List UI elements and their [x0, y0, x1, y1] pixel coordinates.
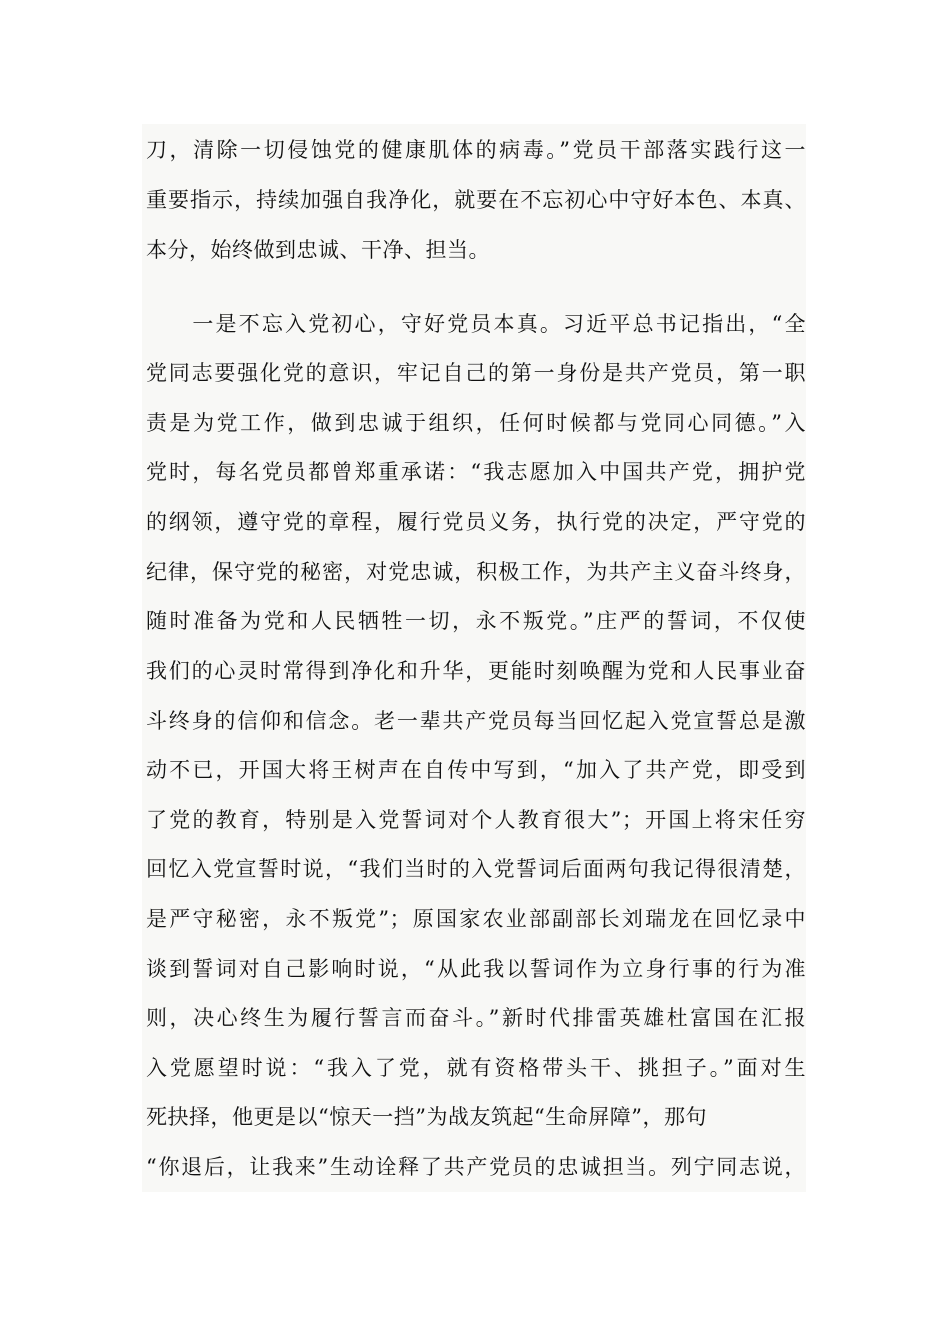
text-line: 一是不忘入党初心，守好党员本真。习近平总书记指出，“全: [146, 312, 806, 336]
text-line: 我们的心灵时常得到净化和升华，更能时刻唤醒为党和人民事业奋: [146, 659, 806, 683]
text-line: 死抉择，他更是以“惊天一挡”为战友筑起“生命屏障”，那句: [146, 1105, 707, 1129]
text-line: 了党的教育，特别是入党誓词对个人教育很大”；开国上将宋任穷: [146, 808, 806, 832]
text-line: 动不已，开国大将王树声在自传中写到，“加入了共产党，即受到: [146, 758, 806, 782]
text-line: 刀，清除一切侵蚀党的健康肌体的病毒。”党员干部落实践行这一: [146, 138, 806, 162]
text-line: 本分，始终做到忠诚、干净、担当。: [146, 238, 490, 262]
text-line: 入党愿望时说：“我入了党，就有资格带头干、挑担子。”面对生: [146, 1056, 806, 1080]
text-line: 随时准备为党和人民牺牲一切，永不叛党。”庄严的誓词，不仅使: [146, 609, 806, 633]
text-line: “你退后，让我来”生动诠释了共产党员的忠诚担当。列宁同志说，: [146, 1155, 806, 1179]
text-line: 党同志要强化党的意识，牢记自己的第一身份是共产党员，第一职: [146, 361, 806, 385]
text-line: 的纲领，遵守党的章程，履行党员义务，执行党的决定，严守党的: [146, 510, 806, 534]
text-line: 则，决心终生为履行誓言而奋斗。”新时代排雷英雄杜富国在汇报: [146, 1006, 806, 1030]
text-line: 是严守秘密，永不叛党”；原国家农业部副部长刘瑞龙在回忆录中: [146, 907, 806, 931]
text-line: 党时，每名党员都曾郑重承诺：“我志愿加入中国共产党，拥护党: [146, 460, 806, 484]
text-line: 重要指示，持续加强自我净化，就要在不忘初心中守好本色、本真、: [146, 188, 806, 212]
text-line: 谈到誓词对自己影响时说，“从此我以誓词作为立身行事的行为准: [146, 957, 806, 981]
text-line: 斗终身的信仰和信念。老一辈共产党员每当回忆起入党宣誓总是激: [146, 709, 806, 733]
text-line: 回忆入党宣誓时说，“我们当时的入党誓词后面两句我记得很清楚，: [146, 857, 806, 881]
text-line: 责是为党工作，做到忠诚于组织，任何时候都与党同心同德。”入: [146, 411, 806, 435]
text-line: 纪律，保守党的秘密，对党忠诚，积极工作，为共产主义奋斗终身，: [146, 560, 806, 584]
